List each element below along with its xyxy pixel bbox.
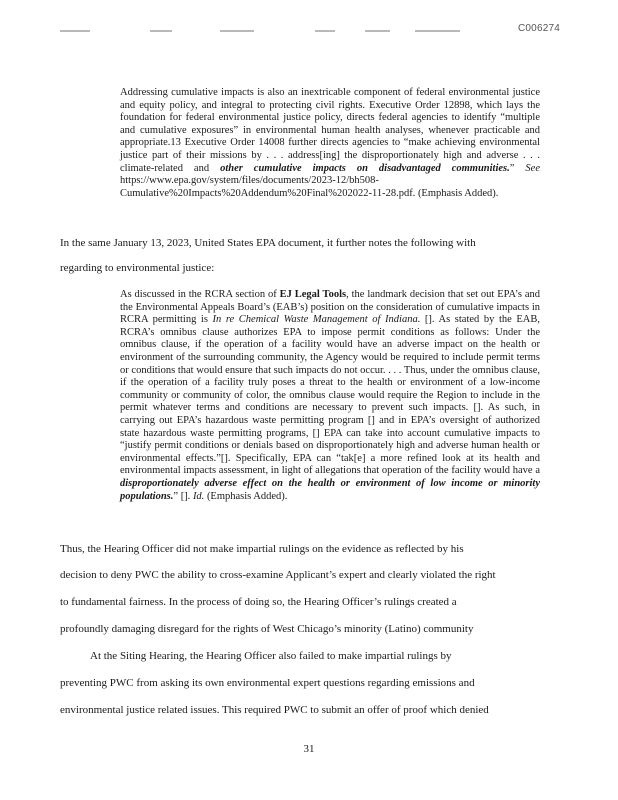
body-line: Thus, the Hearing Officer did not make impartial rulings on the evidence as reflected by his [60,543,464,555]
body-line: to fundamental fairness. In the process of doing so, the Hearing Officer’s rulings created a [60,596,457,608]
body-line: decision to deny PWC the ability to cross-examine Applicant’s expert and clearly violated the right [60,569,496,581]
body-line: regarding to environmental justice: [60,262,215,274]
emphasis-text: other cumulative impacts on disadvantaged communities. [220,162,510,174]
document-id: C006274 [518,23,560,34]
body-line: In the same January 13, 2023, United States EPA document, it further notes the following with [60,237,476,249]
header-redaction-marks [60,30,480,36]
block-quote-rcra: As discussed in the RCRA section of EJ Legal Tools, the landmark decision that set out EPA’s and the Environmental Appeals Board’s (EAB’s) position on the consideration of cumulative impacts in RCRA permitting is In re Chemical Waste Management of Indiana. []. As stated by the EAB, RCRA’s omnibus clause authorizes EPA to impose permit conditions as follows: Under the omnibus clause, if the operation of a facility would have an adverse impact on the health or environment of the surrounding community, the Agency would be required to include permit terms or conditions that would ensure that such impacts do not occur. . . . Thus, under the omnibus clause, if the operation of a facility truly poses a threat to the health or environment of a low-income community or community of color, the omnibus clause would require the Region to include in the permit whatever terms and conditions are necessary to prevent such impacts. []. As such, in carrying out EPA’s hazardous waste permitting program [] and in EPA’s oversight of authorized state hazardous waste permitting programs, [] EPA can take into account cumulative impacts to “justify permit conditions or denials based on disproportionately high and adverse human health or environmental effects.”[]. Specifically, EPA can “tak[e] a more refined look at its health and environmental impacts assessment, in light of allegations that operation of the facility would have a disproportionately adverse effect on the health or environment of low income or minority populations.” []. Id. (Emphasis Added). [120,289,540,502]
body-line: preventing PWC from asking its own environmental expert questions regarding emissions and [60,677,475,689]
bold-text: EJ Legal Tools [279,289,347,300]
block-quote-cumulative-impacts: Addressing cumulative impacts is also an inextricable component of federal environmental justice and equity policy, and integral to protecting civil rights. Executive Order 12898, which lays the foundation for federal environmental justice policy, directs federal agencies to identify “multiple and cumulative exposures” in environmental human health analyses, whenever practicable and appropriate.13 Executive Order 14008 further directs agencies to “make achieving environmental justice part of their missions by . . . address[ing] the disproportionately high and adverse . . . climate-related and other cumulative impacts on disadvantaged communities.” See https://www.epa.gov/system/files/documents/2023-12/bh508-Cumulative%20Impacts%20Addendum%20Final%202022-11-28.pdf. (Emphasis Added). [120,87,540,199]
epa-url: https://www.epa.gov/system/files/documents/2023-12/bh508-Cumulative%20Impacts%20Addendum%20Final%202022-11-28.pdf. (Emphasis Added). [120,175,499,199]
emphasis-text: disproportionately adverse effect on the health or environment of low income or minority populations. [120,477,540,502]
body-line: profoundly damaging disregard for the rights of West Chicago’s minority (Latino) community [60,623,474,635]
case-name: In re Chemical Waste Management of Indiana. [212,314,421,326]
body-line: At the Siting Hearing, the Hearing Officer also failed to make impartial rulings by [90,650,452,662]
body-line: environmental justice related issues. This required PWC to submit an offer of proof which denied [60,704,489,716]
page-number: 31 [303,743,315,755]
